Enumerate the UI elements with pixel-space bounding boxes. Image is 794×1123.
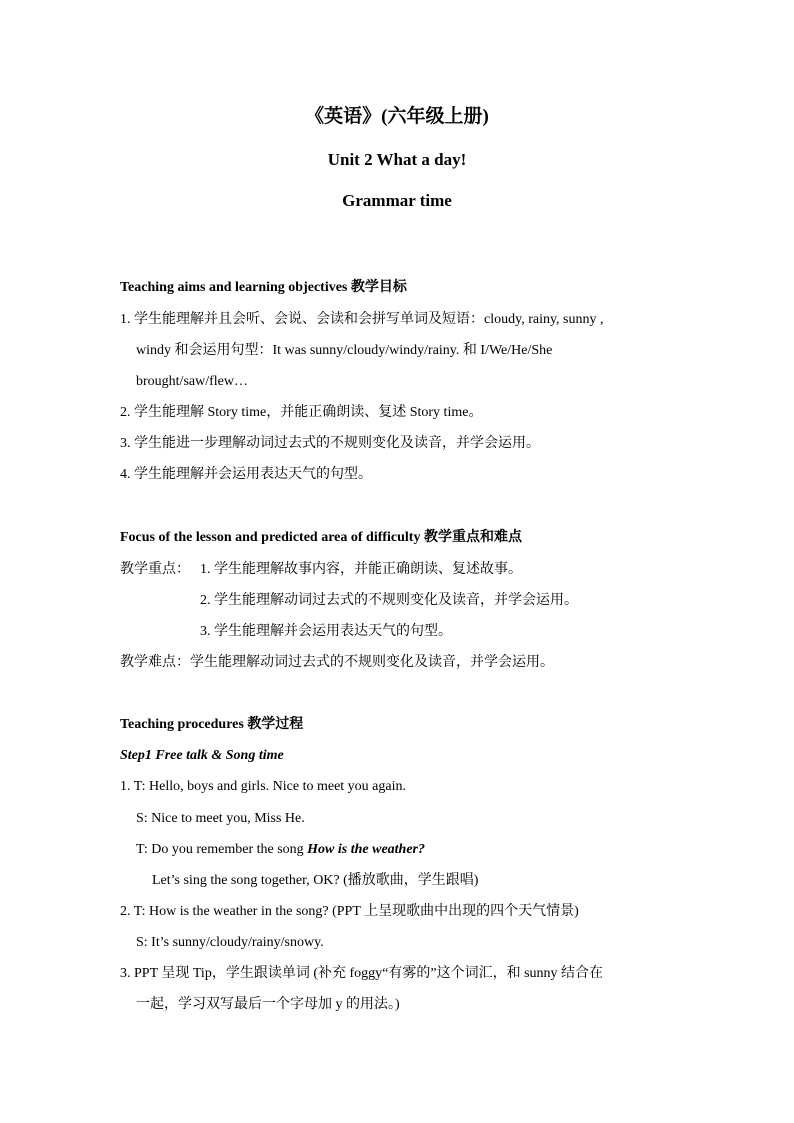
procedure-line-5: 2. T: How is the weather in the song? (PPT 上呈现歌曲中出现的四个天气情景) <box>120 904 579 919</box>
procedure-line-1: 1. T: Hello, boys and girls. Nice to meet you again. <box>120 779 406 794</box>
procedure-line-7: 3. PPT 呈现 Tip，学生跟读单词 (补充 foggy“有雾的”这个词汇，和 sunny 结合在 <box>120 966 604 981</box>
focus-heading: Focus of the lesson and predicted area of difficulty 教学重点和难点 <box>120 530 522 545</box>
aims-item-3: 3. 学生能进一步理解动词过去式的不规则变化及读音，并学会运用。 <box>120 436 540 451</box>
aims-item-2: 2. 学生能理解 Story time，并能正确朗读、复述 Story time。 <box>120 405 483 420</box>
book-title: 《英语》(六年级上册) <box>305 106 489 127</box>
focus-key-item-2: 2. 学生能理解动词过去式的不规则变化及读音，并学会运用。 <box>200 593 578 608</box>
aims-item-1-line-2: windy 和会运用句型：It was sunny/cloudy/windy/rainy. 和 I/We/He/She <box>136 343 553 358</box>
procedure-line-6: S: It’s sunny/cloudy/rainy/snowy. <box>136 935 324 950</box>
focus-key-label: 教学重点： <box>120 562 190 577</box>
aims-item-1-line-1: 1. 学生能理解并且会听、会说、会读和会拼写单词及短语：cloudy, rainy, sunny , <box>120 312 604 327</box>
aims-heading: Teaching aims and learning objectives 教学目标 <box>120 280 407 295</box>
step1-title: Step1 Free talk & Song time <box>120 748 284 763</box>
song-title: How is the weather? <box>307 842 426 857</box>
focus-key-item-1: 1. 学生能理解故事内容，并能正确朗读、复述故事。 <box>200 562 522 577</box>
procedure-line-3 <box>136 842 425 859</box>
procedure-line-3-text: T: Do you remember the song <box>136 842 308 857</box>
lesson-title: Grammar time <box>342 191 452 210</box>
procedures-heading: Teaching procedures 教学过程 <box>120 717 304 732</box>
procedure-line-8: 一起，学习双写最后一个字母加 y 的用法。) <box>136 997 400 1012</box>
focus-difficulty: 教学难点：学生能理解动词过去式的不规则变化及读音，并学会运用。 <box>120 655 554 670</box>
aims-item-4: 4. 学生能理解并会运用表达天气的句型。 <box>120 467 372 482</box>
aims-item-1-line-3: brought/saw/flew… <box>136 374 248 389</box>
procedure-line-4: Let’s sing the song together, OK? (播放歌曲，学生跟唱) <box>152 873 479 888</box>
unit-title: Unit 2 What a day! <box>327 150 467 169</box>
procedure-line-2: S: Nice to meet you, Miss He. <box>136 811 305 826</box>
focus-key-item-3: 3. 学生能理解并会运用表达天气的句型。 <box>200 624 452 639</box>
